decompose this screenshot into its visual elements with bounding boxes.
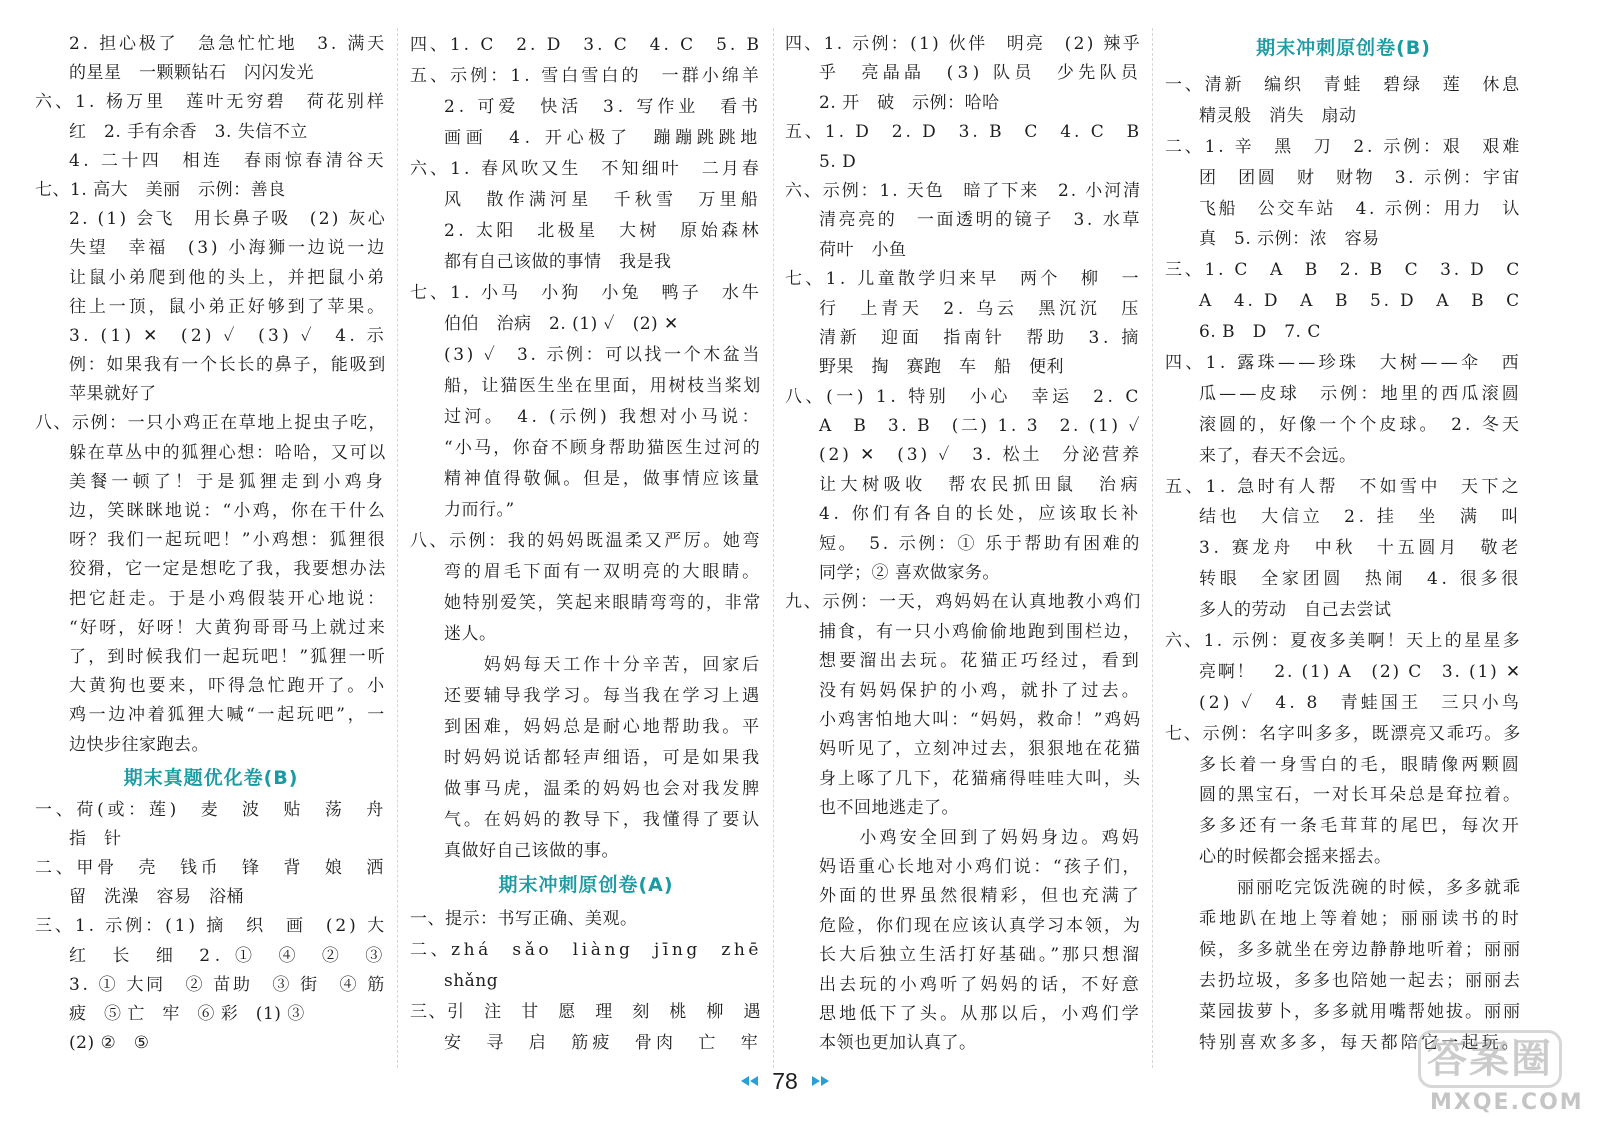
answer-line: 指 针: [69, 828, 122, 849]
question-line: 五、1. D 2. D 3. B C 4. C B: [785, 122, 1142, 143]
answer-line: shǎng: [444, 971, 499, 991]
question-line: 三、引 注 甘 愿 理 刻 桃 柳 遇: [410, 1002, 762, 1022]
answer-line: 把它赶走。于是小鸡假装开心地说：: [69, 588, 387, 609]
answer-line: 呀？我们一起玩吧！”小鸡想：狐狸很: [69, 530, 387, 551]
answer-line: 去扔垃圾，多多也陪她一起去；丽丽去: [1199, 970, 1522, 991]
question-line: 二、甲骨 壳 钱币 锋 背 娘 洒: [35, 858, 387, 879]
question-line: 八、示例：一只小鸡正在草地上捉虫子吃，: [35, 413, 387, 434]
answer-line: “小马，你奋不顾身帮助猫医生过河的: [444, 438, 762, 458]
answer-line: 清亮亮的 一面透明的镜子 3. 水草: [819, 210, 1142, 231]
answer-line: 迷人。: [444, 624, 497, 644]
answer-line: 安 寻 启 筋疲 骨肉 亡 牢: [444, 1033, 762, 1053]
answer-line: 还要辅导我学习。每当我在学习上遇: [444, 686, 762, 706]
question-line: 六、1. 示例：夏夜多美啊！天上的星星多: [1165, 631, 1522, 652]
question-line: 四、1. 露珠——珍珠 大树——伞 西: [1165, 353, 1522, 374]
question-line: 三、1. 示例：(1) 摘 织 画 (2) 大: [35, 916, 387, 937]
answer-line: 心的时候都会摇来摇去。: [1199, 847, 1392, 868]
answer-line: 红 2. 手有余香 3. 失信不立: [69, 121, 308, 142]
answer-line: 画画 4. 开心极了 蹦蹦跳跳地: [444, 128, 762, 148]
prev-page-icon: [741, 1076, 758, 1086]
answer-line: 失望 幸福 (3) 小海狮一边说一边: [69, 238, 387, 259]
answer-line: 精神值得敬佩。但是，做事情应该量: [444, 469, 762, 489]
answer-line: 多人的劳动 自己去尝试: [1199, 600, 1392, 621]
answer-line: 做事马虎，温柔的妈妈也会对我发脾: [444, 779, 762, 799]
answer-line: 的星星 一颗颗钻石 闪闪发光: [69, 63, 314, 84]
answer-line: 船，让猫医生坐在里面，用树枝当桨划: [444, 376, 762, 396]
answer-line: 2. (1) 会飞 用长鼻子吸 (2) 灰心: [69, 209, 387, 230]
column-divider: [397, 28, 398, 1068]
page-footer: [700, 1066, 870, 1096]
section-heading: 期末冲刺原创卷(B): [1256, 37, 1431, 59]
answer-line: 妈听见了，立刻冲过去，狠狠地在花猫: [819, 739, 1142, 760]
answer-line: 美餐一顿了！于是狐狸走到小鸡身: [69, 471, 387, 492]
answer-column-1: [35, 30, 387, 1058]
answer-line: 精灵般 消失 扇动: [1199, 105, 1357, 126]
answer-line: A B 3. B (二) 1. 3 2. (1) ✓: [819, 416, 1142, 437]
answer-line: 5. D: [819, 151, 857, 172]
question-line: 六、示例：1. 天色 暗了下来 2. 小河清: [785, 180, 1142, 201]
answer-line: 行 上青天 2. 乌云 黑沉沉 压: [819, 298, 1142, 319]
answer-line: 瓜——皮球 示例：地里的西瓜滚圆: [1199, 383, 1522, 404]
answer-line: 边快步往家跑去。: [69, 734, 209, 755]
answer-line: 菜园拔萝卜，多多就用嘴帮她拔。丽丽: [1199, 1001, 1522, 1022]
section-heading: 期末真题优化卷(B): [123, 766, 299, 789]
answer-line: 鸡一边冲着狐狸大喊“一起玩吧”，一: [69, 705, 387, 726]
answer-line: 到困难，妈妈总是耐心地帮助我。平: [444, 717, 762, 737]
answer-line: 让鼠小弟爬到他的头上，并把鼠小弟: [69, 267, 387, 288]
answer-line: 3. 赛龙舟 中秋 十五圆月 敬老: [1199, 538, 1522, 559]
answer-line: 清新 迎面 指南针 帮助 3. 摘: [819, 327, 1142, 348]
answer-line: 真 5. 示例：浓 容易: [1199, 229, 1380, 250]
answer-line: 本领也更加认真了。: [819, 1033, 977, 1054]
question-line: 四、1. C 2. D 3. C 4. C 5. B: [410, 35, 762, 55]
question-line: 八、(一) 1. 特别 小心 幸运 2. C: [785, 386, 1142, 407]
column-divider: [773, 28, 774, 1068]
column-divider: [1152, 28, 1153, 1068]
answer-line: 亮啊！ 2. (1) A (2) C 3. (1) ✕: [1199, 661, 1522, 682]
answer-line: 没有妈妈保护的小鸡，就扑了过去。: [819, 680, 1142, 701]
question-line: 一、清新 编织 青蛙 碧绿 莲 休息: [1165, 75, 1522, 95]
answer-line: A 4. D A B 5. D A B C: [1199, 291, 1522, 312]
answer-line: 4. 你们有各自的长处，应该取长补: [819, 504, 1142, 525]
watermark-site: MXQE.COM: [1430, 1090, 1584, 1115]
answer-column-4: [1165, 30, 1522, 1059]
question-line: 四、1. 示例：(1) 伙伴 明亮 (2) 辣乎: [785, 34, 1142, 54]
answer-line: 来了，春天不会远。: [1199, 445, 1357, 466]
answer-line: 狡猾，它一定是想吃了我，我要想办法: [69, 559, 387, 580]
answer-line: (2) ✕ (3) ✓ 3. 松土 分泌营养: [819, 445, 1142, 466]
answer-line: 想要溜出去玩。花猫正巧经过，看到: [819, 651, 1142, 672]
answer-line: 红 长 细 2. ① ④ ② ③: [69, 945, 387, 966]
answer-column-3: [785, 30, 1142, 1059]
watermark-logo: 答案圈: [1418, 1030, 1562, 1088]
answer-line: 伯伯 治病 2. (1) ✓ (2) ✕: [444, 314, 679, 334]
answer-line: 野果 掏 赛跑 车 船 便利: [819, 357, 1064, 378]
answer-line: 3. ① 大同 ② 苗助 ③ 街 ④ 筋: [69, 974, 387, 995]
question-line: 七、1. 小马 小狗 小兔 鸭子 水牛: [410, 283, 762, 303]
answer-line: (2) ✓ 4. 8 青蛙国王 三只小鸟: [1199, 692, 1522, 713]
question-line: 五、1. 急时有人帮 不如雪中 天下之: [1165, 476, 1522, 497]
question-line: 七、1. 高大 美丽 示例：善良: [35, 179, 286, 200]
answer-line: 同学；② 喜欢做家务。: [819, 563, 1000, 584]
answer-line: 出去玩的小鸡听了妈妈的话，不好意: [819, 974, 1142, 995]
answer-line: 过河。 4. (示例) 我想对小马说：: [444, 407, 762, 427]
question-line: 一、提示：书写正确、美观。: [410, 909, 638, 929]
answer-line: 了，到时候我们一起玩吧！”狐狸一听: [69, 646, 387, 667]
answer-line: 往上一顶，鼠小弟正好够到了苹果。: [69, 296, 387, 317]
answer-line: (3) ✓ 3. 示例：可以找一个木盆当: [444, 345, 762, 365]
answer-line: 思地低下了头。从那以后，小鸡们学: [819, 1003, 1142, 1024]
answer-line: 短。 5. 示例：① 乐于帮助有困难的: [819, 533, 1142, 554]
question-line: 二、zhá sǎo liàng jīng zhē: [410, 940, 762, 960]
answer-line: 妈妈每天工作十分辛苦，回家后: [444, 655, 762, 675]
answer-line: 飞船 公交车站 4. 示例：用力 认: [1199, 198, 1522, 219]
answer-line: 团 团圆 财 财物 3. 示例：宇宙: [1199, 167, 1522, 188]
answer-line: 荷叶 小鱼: [819, 239, 907, 260]
answer-line: 丽丽吃完饭洗碗的时候，多多就乖: [1199, 878, 1522, 899]
next-page-icon: [812, 1076, 829, 1086]
answer-line: 边，笑眯眯地说：“小鸡，你在干什么: [69, 501, 387, 521]
question-line: 二、1. 辛 黑 刀 2. 示例：艰 艰难: [1165, 136, 1522, 157]
answer-line: 她特别爱笑，笑起来眼睛弯弯的，非常: [444, 593, 762, 613]
answer-line: 小鸡安全回到了妈妈身边。鸡妈: [819, 827, 1142, 848]
question-line: 九、示例：一天，鸡妈妈在认真地教小鸡们: [785, 592, 1142, 613]
answer-column-2: [410, 30, 762, 1059]
answer-line: 2. 太阳 北极星 大树 原始森林: [444, 221, 762, 241]
question-line: 六、1. 杨万里 莲叶无穷碧 荷花别样: [35, 92, 387, 113]
answer-line: 例：如果我有一个长长的鼻子，能吸到: [69, 355, 387, 376]
question-line: 八、示例：我的妈妈既温柔又严厉。她弯: [410, 531, 762, 551]
question-line: 三、1. C A B 2. B C 3. D C: [1165, 260, 1522, 281]
answer-line: (2) ② ⑤: [69, 1033, 150, 1054]
answer-line: 弯的眉毛下面有一双明亮的大眼睛。: [444, 562, 762, 582]
answer-line: 小鸡害怕地大叫：“妈妈，救命！”鸡妈: [819, 709, 1142, 730]
answer-line: 2. 开 破 示例：哈哈: [819, 92, 1000, 113]
answer-line: 圆的黑宝石，一对长耳朵总是耷拉着。: [1199, 785, 1522, 806]
question-line: 七、示例：名字叫多多，既漂亮又乖巧。多: [1165, 723, 1522, 744]
answer-line: 留 洗澡 容易 浴桶: [69, 887, 244, 908]
answer-line: 捕食，有一只小鸡偷偷地跑到围栏边，: [819, 621, 1142, 642]
answer-line: 多长着一身雪白的毛，眼睛像两颗圆: [1199, 754, 1522, 775]
answer-line: 4. 二十四 相连 春雨惊春清谷天: [69, 150, 387, 171]
answer-line: 候，多多就坐在旁边静静地听着；丽丽: [1199, 939, 1522, 960]
answer-line: 气。在妈妈的教导下，我懂得了要认: [444, 810, 762, 830]
answer-line: 大黄狗也要来，吓得急忙跑开了。小: [69, 676, 387, 697]
answer-line: 真做好自己该做的事。: [444, 841, 619, 861]
answer-line: 滚圆的，好像一个个皮球。 2. 冬天: [1199, 414, 1522, 435]
question-line: 七、1. 儿童散学归来早 两个 柳 一: [785, 269, 1142, 290]
answer-line: 2. 担心极了 急急忙忙地 3. 满天: [69, 34, 387, 54]
answer-line: 外面的世界虽然很精彩，但也充满了: [819, 886, 1142, 907]
question-line: 五、示例：1. 雪白雪白的 一群小绵羊: [410, 66, 762, 86]
answer-line: 乖地趴在地上等着她；丽丽读书的时: [1199, 909, 1522, 930]
answer-line: 转眼 全家团圆 热闹 4. 很多很: [1199, 569, 1522, 590]
answer-line: 风 散作满河星 千秋雪 万里船: [444, 190, 762, 210]
answer-line: 也不回地逃走了。: [819, 798, 959, 819]
question-line: 六、1. 春风吹又生 不知细叶 二月春: [410, 159, 762, 179]
answer-line: 疲 ⑤ 亡 牢 ⑥ 彩 (1) ③: [69, 1004, 305, 1024]
answer-line: 身上啄了几下，花猫痛得哇哇大叫，头: [819, 768, 1142, 789]
answer-line: 躲在草丛中的狐狸心想：哈哈，又可以: [69, 442, 387, 463]
answer-line: 时妈妈说话都轻声细语，可是如果我: [444, 748, 762, 768]
answer-line: 6. B D 7. C: [1199, 322, 1321, 343]
answer-line: 2. 可爱 快活 3. 写作业 看书: [444, 97, 762, 117]
answer-line: 苹果就好了: [69, 384, 157, 405]
answer-line: 妈语重心长地对小鸡们说：“孩子们，: [819, 856, 1142, 877]
answer-line: 力而行。”: [444, 500, 515, 520]
answer-line: 特别喜欢多多，每天都陪它一起玩。: [1199, 1032, 1522, 1053]
answer-line: 危险，你们现在应该认真学习本领，为: [819, 915, 1142, 936]
answer-line: 都有自己该做的事情 我是我: [444, 252, 672, 272]
answer-line: 长大后独立生活打好基础。”那只想溜: [819, 945, 1142, 966]
answer-line: 3. (1) ✕ (2) ✓ (3) ✓ 4. 示: [69, 325, 387, 346]
answer-line: 让大树吸收 帮农民抓田鼠 治病: [819, 474, 1142, 495]
answer-line: 乎 亮晶晶 (3) 队员 少先队员: [819, 63, 1142, 84]
answer-line: 多多还有一条毛茸茸的尾巴，每次开: [1199, 816, 1522, 837]
page-number: 78: [772, 1067, 798, 1094]
question-line: 一、荷(或：莲) 麦 波 贴 荡 舟: [35, 799, 387, 820]
answer-line: “好呀，好呀！大黄狗哥哥马上就过来: [69, 617, 387, 638]
section-heading: 期末冲刺原创卷(A): [498, 874, 674, 896]
answer-line: 结也 大信立 2. 挂 坐 满 叫: [1199, 507, 1522, 528]
